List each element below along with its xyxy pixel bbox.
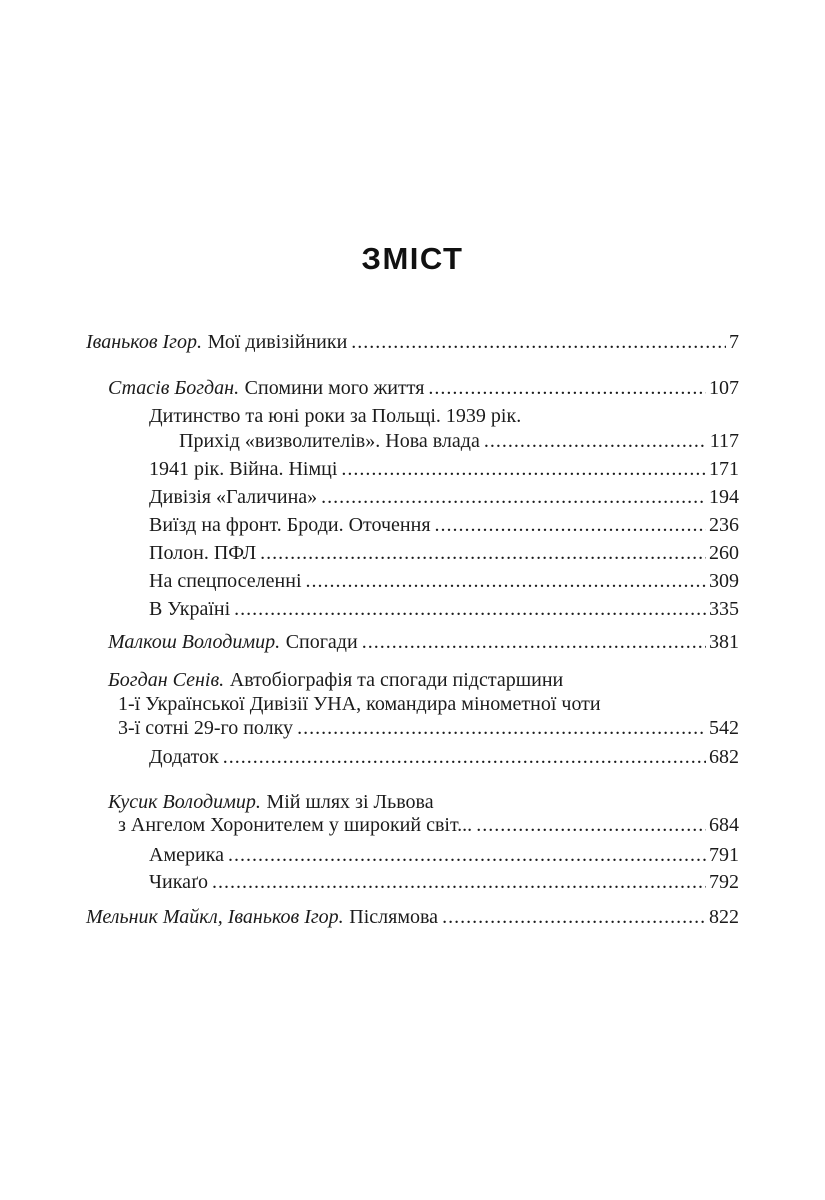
page-number: 260: [709, 542, 739, 564]
page-number: 117: [709, 430, 739, 452]
dot-leader: [424, 374, 706, 402]
dot-leader: [208, 868, 706, 896]
toc-entry: [179, 427, 739, 455]
toc-entry: [86, 903, 739, 931]
dot-leader: [230, 595, 706, 623]
toc-entry: [149, 483, 739, 511]
toc-entry-title: Післямова: [349, 906, 439, 928]
page-title: ЗМІСТ: [361, 241, 464, 276]
toc-entry: [149, 455, 739, 483]
page-number: 542: [709, 717, 739, 739]
toc-entry-author: Стасів Богдан.: [108, 377, 240, 399]
dot-leader: [358, 628, 706, 656]
page-number: 822: [709, 906, 739, 928]
toc-entry: [149, 595, 739, 623]
contents-body: [0, 243, 825, 931]
toc-entry: [108, 374, 739, 402]
dot-leader: [472, 811, 706, 839]
page-number: 309: [709, 570, 739, 592]
dot-leader: [256, 539, 706, 567]
toc-entry-title: В Україні: [149, 598, 231, 620]
toc-entry: [149, 402, 739, 430]
toc-entry-title: 1941 рік. Війна. Німці: [149, 458, 338, 480]
dot-leader: [219, 743, 706, 771]
toc-entry: [149, 868, 739, 896]
dot-leader: [438, 903, 706, 931]
dot-leader: [337, 455, 706, 483]
toc-entry-title: Прихід «визволителів». Нова влада: [179, 430, 480, 452]
toc-entry-title: Спогади: [285, 631, 358, 653]
page-number: 684: [709, 814, 739, 836]
dot-leader: [480, 427, 707, 455]
page-number: 381: [709, 631, 739, 653]
dot-leader: [431, 511, 706, 539]
toc-entry-title: Автобіографія та спогади підстаршини: [229, 669, 564, 691]
toc-entry: [108, 628, 739, 656]
toc-entry: [86, 328, 739, 356]
toc-entry-title: Америка: [149, 844, 224, 866]
toc-entry-title: Дитинство та юні роки за Польщі. 1939 рік.: [149, 405, 522, 427]
toc-entry-author: Богдан Сенів.: [108, 669, 225, 691]
toc-entry-title: 1-ї Української Дивізії УНА, командира мінометної чоти: [118, 693, 601, 715]
toc-entry-author: Іваньков Ігор.: [86, 331, 202, 353]
toc-entry-author: Кусик Володимир.: [108, 791, 261, 813]
page-number: 791: [709, 844, 739, 866]
toc-entry-author: Мельник Майкл, Іваньков Ігор.: [86, 906, 344, 928]
page-number: 335: [709, 598, 739, 620]
page-number: 171: [709, 458, 739, 480]
toc-entry-title: Чикаґо: [149, 871, 209, 893]
dot-leader: [224, 841, 706, 869]
toc-entry-title: Спомини мого життя: [244, 377, 425, 399]
page-number: 7: [729, 331, 739, 353]
toc-entry-title: 3-ї сотні 29-го полку: [118, 717, 294, 739]
toc-entry: [149, 539, 739, 567]
toc-entry-author: Малкош Володимир.: [108, 631, 281, 653]
toc-entry-title: Додаток: [149, 746, 219, 768]
page-number: 236: [709, 514, 739, 536]
toc-entry: [149, 841, 739, 869]
toc-entry: [149, 567, 739, 595]
toc-entry-title: з Ангелом Хоронителем у широкий світ...: [118, 814, 473, 836]
page-number: 107: [709, 377, 739, 399]
dot-leader: [347, 328, 726, 356]
toc-entry-title: Полон. ПФЛ: [149, 542, 257, 564]
toc-entry: [118, 811, 739, 839]
toc-entry: [118, 714, 739, 742]
toc-entry: [149, 743, 739, 771]
page-number: 682: [709, 746, 739, 768]
toc-entry-title: Мій шлях зі Львова: [266, 791, 434, 813]
toc-entry: [149, 511, 739, 539]
toc-entry-title: Виїзд на фронт. Броди. Оточення: [149, 514, 431, 536]
toc-list: [86, 328, 739, 931]
page-number: 792: [709, 871, 739, 893]
page-number: 194: [709, 486, 739, 508]
toc-entry-title: Мої дивізійники: [207, 331, 348, 353]
dot-leader: [317, 483, 706, 511]
dot-leader: [302, 567, 707, 595]
toc-entry-title: Дивізія «Галичина»: [149, 486, 318, 508]
toc-entry-title: На спецпоселенні: [149, 570, 302, 592]
dot-leader: [293, 714, 706, 742]
